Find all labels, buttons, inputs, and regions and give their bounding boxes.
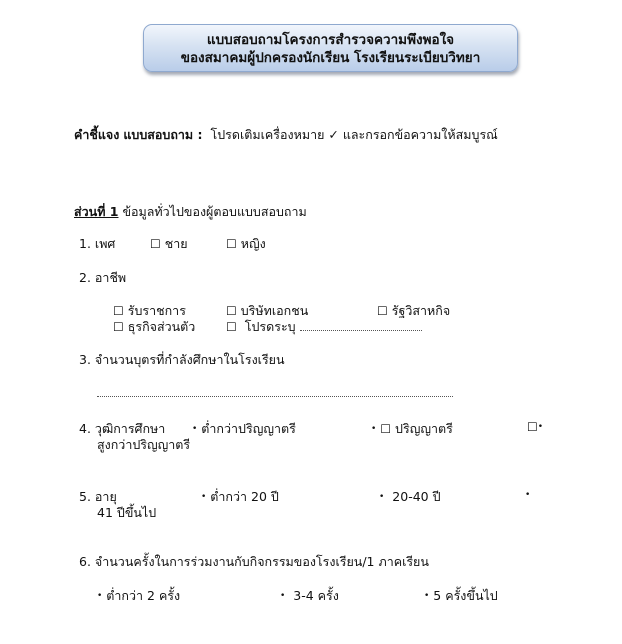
option-other[interactable]: [226, 317, 422, 337]
question-number: 1.: [79, 236, 91, 251]
question-3: [79, 350, 285, 370]
option-above-bachelor-marker[interactable]: [527, 419, 543, 434]
question-label: เพศ: [94, 236, 116, 251]
option-label: หญิง: [240, 236, 266, 251]
section-label: ส่วนที่ 1: [74, 204, 119, 219]
option-20-40[interactable]: [379, 487, 441, 507]
option-label: โปรดระบุ: [244, 319, 296, 334]
checkbox-icon[interactable]: ☐: [226, 320, 237, 334]
question-6: [79, 552, 429, 572]
question-label: อายุ: [94, 489, 117, 504]
option-female[interactable]: [226, 234, 266, 254]
option-5-plus-times[interactable]: [424, 586, 498, 606]
checkbox-icon[interactable]: ☐: [226, 304, 237, 318]
section-1-heading: [74, 202, 307, 222]
question-label: จำนวนครั้งในการร่วมงานกับกิจกรรมของโรงเรียน/1 ภาคเรียน: [94, 554, 429, 569]
section-title: ข้อมูลทั่วไปของผู้ตอบแบบสอบถาม: [122, 204, 307, 219]
option-above-bachelor[interactable]: สูงกว่าปริญญาตรี: [97, 437, 191, 452]
option-label: ต่ำกว่า 2 ครั้ง: [106, 588, 181, 603]
option-below-bachelor[interactable]: [192, 419, 296, 439]
instructions-text: โปรดเติมเครื่องหมาย ✓ และกรอกข้อความให้สมบูรณ์: [210, 127, 498, 142]
option-bachelor[interactable]: [371, 419, 453, 439]
option-label: ชาย: [164, 236, 188, 251]
bullet-icon[interactable]: •: [280, 591, 286, 601]
bullet-icon[interactable]: •: [537, 422, 544, 432]
option-label: บริษัทเอกชน: [240, 303, 309, 318]
option-label: รับราชการ: [127, 303, 186, 318]
option-label: 5 ครั้งขึ้นไป: [433, 588, 498, 603]
question-2: [79, 268, 126, 288]
question-number: 5.: [79, 489, 91, 504]
question-number: 3.: [79, 352, 91, 367]
checkbox-icon[interactable]: ☐: [113, 304, 124, 318]
title-line-2: ของสมาคมผู้ปกครองนักเรียน โรงเรียนระเบียบวิทยา: [180, 50, 481, 66]
checkbox-icon[interactable]: ☐: [113, 320, 124, 334]
other-specify-field[interactable]: [300, 320, 422, 331]
checkbox-icon[interactable]: ☐: [377, 304, 388, 318]
checkbox-icon[interactable]: ☐: [226, 237, 237, 251]
question-1: [79, 234, 115, 254]
bullet-icon[interactable]: •: [97, 591, 103, 601]
option-label: ธุรกิจส่วนตัว: [127, 319, 196, 334]
question-number: 6.: [79, 554, 91, 569]
option-own-business[interactable]: [113, 317, 195, 337]
question-number: 2.: [79, 270, 91, 285]
instructions: [74, 125, 498, 145]
question-label: วุฒิการศึกษา: [94, 421, 166, 436]
bullet-icon[interactable]: •: [525, 490, 531, 500]
checkbox-icon[interactable]: ☐: [380, 422, 392, 436]
title-line-1: แบบสอบถามโครงการสำรวจความพึงพอใจ: [206, 32, 455, 48]
option-under-2-times[interactable]: [97, 586, 180, 606]
bullet-icon[interactable]: •: [192, 424, 198, 434]
children-count-field[interactable]: [97, 386, 453, 397]
bullet-icon[interactable]: •: [379, 492, 385, 502]
title-banner: [143, 24, 518, 72]
option-label: 20-40 ปี: [392, 489, 441, 504]
checkbox-icon[interactable]: ☐: [150, 237, 161, 251]
option-41-plus[interactable]: 41 ปีขึ้นไป: [97, 505, 157, 520]
bullet-icon[interactable]: •: [424, 591, 430, 601]
question-label: อาชีพ: [94, 270, 127, 285]
option-label: ต่ำกว่า 20 ปี: [210, 489, 279, 504]
option-label: 3-4 ครั้ง: [293, 588, 339, 603]
option-label: ปริญญาตรี: [395, 421, 453, 436]
instructions-label-2: แบบสอบถาม :: [123, 127, 203, 142]
bullet-icon[interactable]: •: [201, 492, 207, 502]
bullet-icon[interactable]: •: [371, 424, 377, 434]
question-number: 4.: [79, 421, 91, 436]
option-label: ต่ำกว่าปริญญาตรี: [201, 421, 296, 436]
option-male[interactable]: [150, 234, 188, 254]
option-3-4-times[interactable]: [280, 586, 339, 606]
question-label: จำนวนบุตรที่กำลังศึกษาในโรงเรียน: [94, 352, 285, 367]
option-label: รัฐวิสาหกิจ: [391, 303, 451, 318]
instructions-label-1: คำชี้แจง: [74, 127, 120, 142]
option-41-plus-marker[interactable]: [525, 487, 530, 502]
option-under-20[interactable]: [201, 487, 279, 507]
checkbox-icon[interactable]: ☐: [527, 420, 538, 434]
